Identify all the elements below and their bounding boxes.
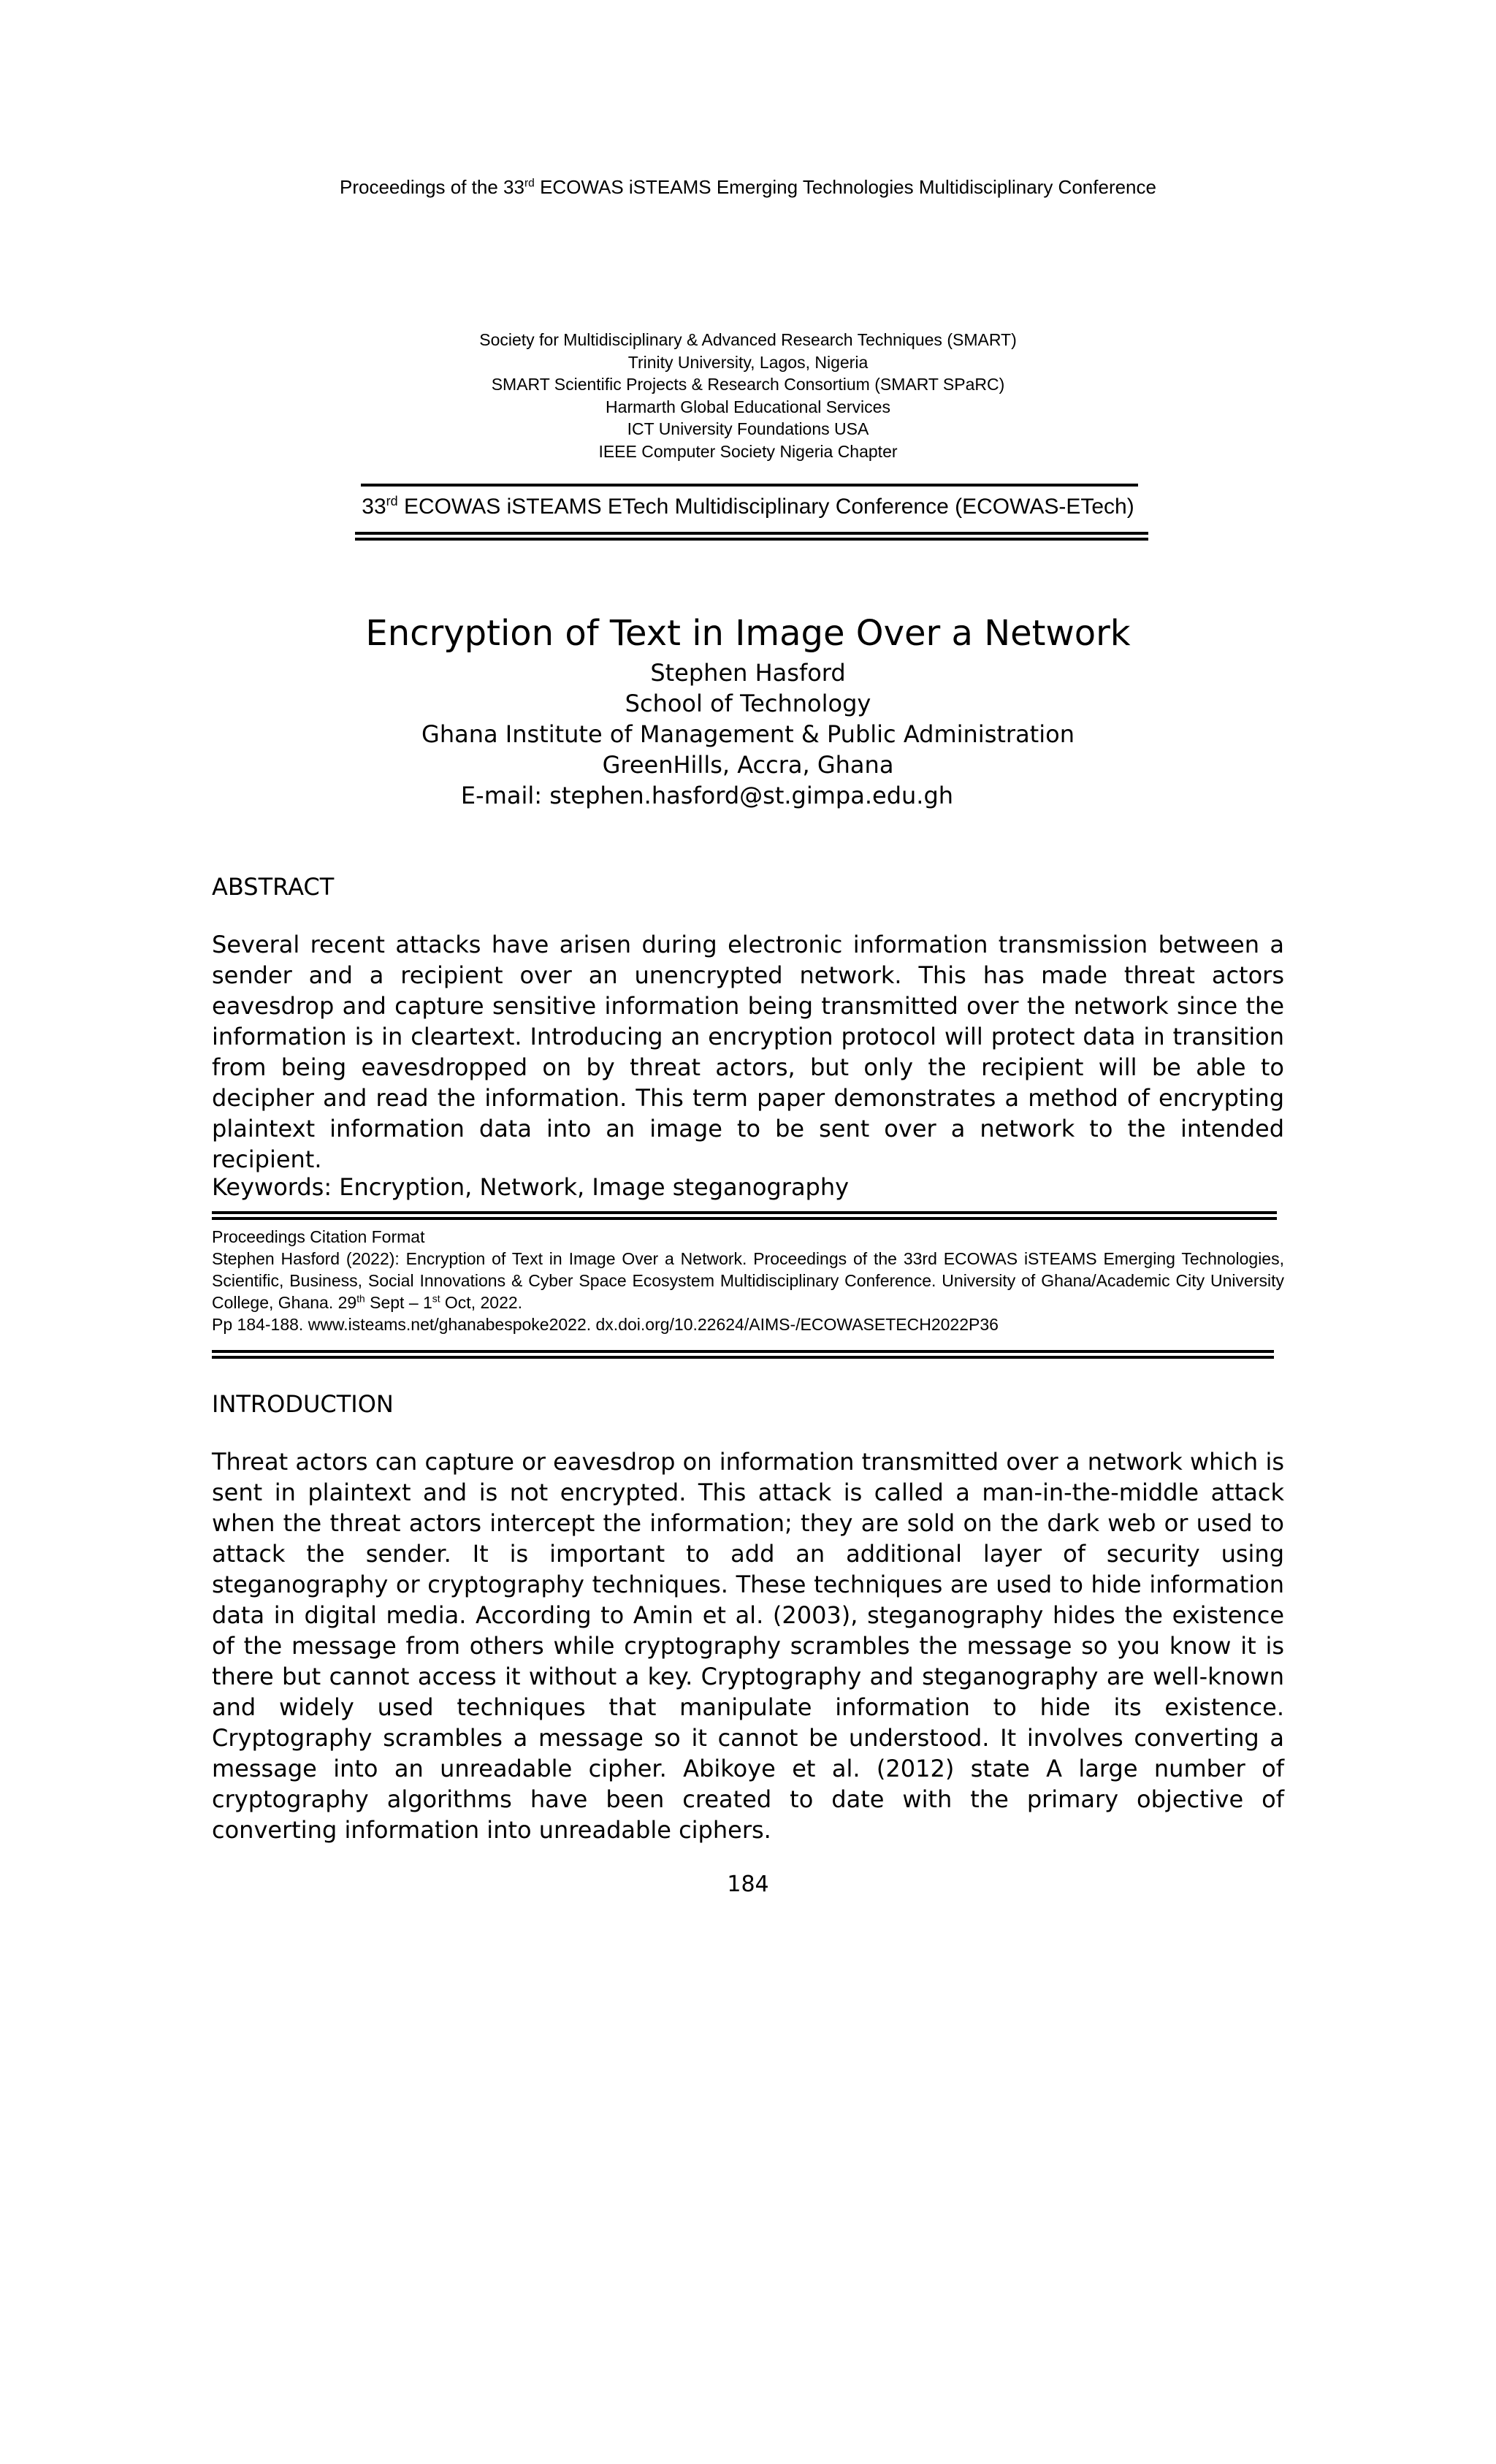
conference-name	[0, 494, 1496, 520]
author-name: Stephen Hasford	[650, 659, 846, 687]
conference-top-rule	[361, 484, 1138, 487]
proceedings-header-suffix: ECOWAS iSTEAMS Emerging Technologies Multidisciplinary Conference	[534, 176, 1156, 198]
organization-line: IEEE Computer Society Nigeria Chapter	[598, 441, 898, 461]
citation-text-part3: Oct, 2022.	[440, 1293, 523, 1312]
page-number: 184	[727, 1872, 769, 1897]
conference-name-sup: rd	[386, 494, 398, 508]
proceedings-header	[0, 175, 1496, 199]
author-location: GreenHills, Accra, Ghana	[602, 751, 894, 779]
organization-line: Harmarth Global Educational Services	[606, 397, 890, 416]
citation-text-part1: Stephen Hasford (2022): Encryption of Text in Image Over a Network. Proceedings of the 33rd ECOWAS iSTEAMS Emerging Technologies, Scientific, Business, Social Innovations & Cyber Space Ecosystem Multidisciplinary Conference. University of Ghana/Academic City University College, Ghana. 29	[212, 1249, 1284, 1312]
organization-line: Society for Multidisciplinary & Advanced Research Techniques (SMART)	[479, 330, 1017, 349]
citation-sup-st: st	[432, 1293, 440, 1305]
author-block	[0, 657, 1496, 811]
abstract-heading: ABSTRACT	[212, 873, 335, 901]
keywords: Keywords: Encryption, Network, Image steganography	[212, 1173, 850, 1201]
introduction-text: Threat actors can capture or eavesdrop on information transmitted over a network which is sent in plaintext and is not encrypted. This attack is called a man-in-the-middle attack when the threat actors intercept the information; they are sold on the dark web or used to attack the sender. It is important to add an additional layer of security using steganography or cryptography techniques. These techniques are used to hide information data in digital media. According to Amin et al. (2003), steganography hides the existence of the message from others while cryptography scrambles the message so you know it is there but cannot access it without a key. Cryptography and steganography are well-known and widely used techniques that manipulate information to hide its existence. Cryptography scrambles a message so it cannot be understood. It involves converting a message into an unreadable cipher. Abikoye et al. (2012) state A large number of cryptography algorithms have been created to date with the primary objective of converting information into unreadable ciphers.	[212, 1448, 1284, 1844]
organization-line: Trinity University, Lagos, Nigeria	[627, 352, 869, 372]
citation-text	[212, 1248, 1284, 1335]
author-institution: Ghana Institute of Management & Public Administration	[421, 720, 1075, 748]
author-department: School of Technology	[625, 690, 871, 717]
citation-pages-doi: Pp 184-188. www.isteams.net/ghanabespoke2022. dx.doi.org/10.22624/AIMS-/ECOWASETECH2022P36	[212, 1315, 999, 1334]
abstract-text: Several recent attacks have arisen during electronic information transmission between a sender and a recipient over an unencrypted network. This has made threat actors eavesdrop and capture sensitive information being transmitted over the network since the information is in cleartext. Introducing an encryption protocol will protect data in transition from being eavesdropped on by threat actors, but only the recipient will be able to decipher and read the information. This term paper demonstrates a method of encrypting plaintext information data into an image to be sent over a network to the intended recipient.	[212, 931, 1284, 1173]
author-email: E-mail: stephen.hasford@st.gimpa.edu.gh	[460, 782, 954, 809]
conference-bottom-rule-1	[355, 532, 1148, 535]
organization-line: SMART Scientific Projects & Research Consortium (SMART SPaRC)	[491, 375, 1005, 394]
organization-line: ICT University Foundations USA	[627, 419, 869, 439]
conference-name-prefix: 33	[362, 495, 386, 519]
conference-bottom-rule-2	[355, 538, 1148, 541]
citation-bottom-rule-1	[212, 1350, 1274, 1353]
citation-top-rule-2	[212, 1217, 1277, 1220]
citation-sup-th: th	[356, 1293, 365, 1305]
organizations-block	[0, 329, 1496, 463]
citation-text-part2: Sept – 1	[365, 1293, 432, 1312]
proceedings-header-prefix: Proceedings of the 33	[340, 176, 524, 198]
citation-top-rule-1	[212, 1211, 1277, 1214]
proceedings-header-sup: rd	[524, 177, 535, 190]
introduction-heading: INTRODUCTION	[212, 1390, 394, 1418]
citation-bottom-rule-2	[212, 1356, 1274, 1359]
paper-title: Encryption of Text in Image Over a Network	[365, 613, 1131, 654]
conference-name-suffix: ECOWAS iSTEAMS ETech Multidisciplinary Conference (ECOWAS-ETech)	[397, 495, 1134, 519]
citation-label: Proceedings Citation Format	[212, 1227, 425, 1246]
